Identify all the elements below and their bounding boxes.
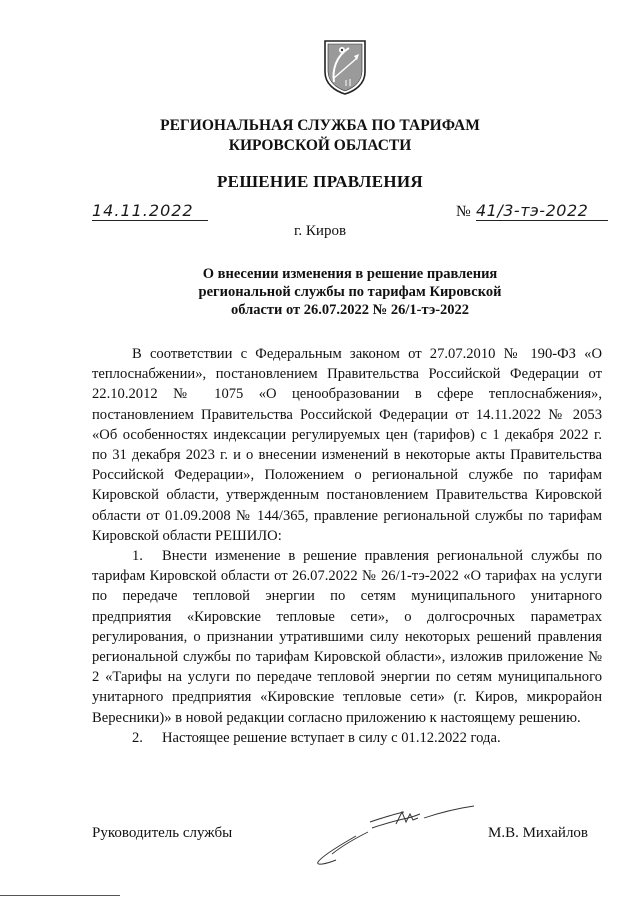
issuer-name-line-2: КИРОВСКОЙ ОБЛАСТИ — [228, 137, 412, 154]
item-number: 1. — [132, 548, 143, 565]
preamble-text: В соответствии с Федеральным законом от 27.07.2010 № 190-ФЗ «О теплоснабжении», постановлением Правительства Российской Федерации от 22.10.2012 № 1075 «О ценообразовании в сфере теплоснабжения», постановлением Правительства Российской Федерации от 14.11.2022 № 2053 «Об особенностях индексации регулируемых цен (тарифов) с 1 декабря 2022 г. по 31 декабря 2023 г. и о внесении изменений в некоторые акты Правительства Российской Федерации», Положением о региональной службе по тарифам Кировской области, утвержденным постановлением Правительства Кировской области от 01.09.2008 № 144/365, правление региональной службы по тарифам Кировской области — [92, 346, 602, 544]
signature-icon — [312, 800, 492, 872]
preamble-paragraph — [92, 344, 602, 546]
handwritten-document-number: 41/3-тэ-2022 — [476, 202, 608, 221]
item-text: Настоящее решение вступает в силу с 01.12.2022 года. — [162, 729, 501, 746]
document-type-heading: РЕШЕНИЕ ПРАВЛЕНИЯ — [217, 172, 423, 191]
resolution-item-2 — [92, 728, 602, 748]
resolution-item-1 — [92, 546, 602, 728]
number-sign-label: № — [456, 203, 471, 220]
signatory-name: М.В. Михайлов — [488, 825, 589, 841]
signatory-position: Руководитель службы — [92, 825, 233, 841]
resolved-word: РЕШИЛО: — [214, 527, 282, 544]
subject-line-1: О внесении изменения в решение правления — [202, 266, 498, 282]
issuer-name-line-1: РЕГИОНАЛЬНАЯ СЛУЖБА ПО ТАРИФАМ — [160, 117, 480, 134]
subject-line-2: региональной службы по тарифам Кировской — [198, 284, 502, 300]
item-text: Внести изменение в решение правления региональной службы по тарифам Кировской области от 26.07.2022 № 26/1-тэ-2022 «О тарифах на услуги по передаче тепловой энергии по сетям муниципального унитарного предприятия «Кировские тепловые сети», о долгосрочных параметрах регулирования, о признании утратившими силу некоторых решений правления региональной службы по тарифам Кировской области», изложив приложение № 2 «Тарифы на услуги по передаче тепловой энергии по сетям муниципального унитарного предприятия «Кировские тепловые сети» (г. Киров, микрорайон Вересники)» в новой редакции согласно приложению к настоящему решению. — [92, 548, 602, 726]
city-line: г. Киров — [293, 223, 347, 239]
handwritten-date: 14.11.2022 — [92, 202, 208, 221]
coat-of-arms-icon — [322, 38, 368, 96]
footer-rule — [0, 895, 120, 896]
item-number: 2. — [132, 729, 143, 746]
decision-body — [92, 344, 602, 748]
subject-line-3: области от 26.07.2022 № 26/1-тэ-2022 — [230, 302, 470, 318]
